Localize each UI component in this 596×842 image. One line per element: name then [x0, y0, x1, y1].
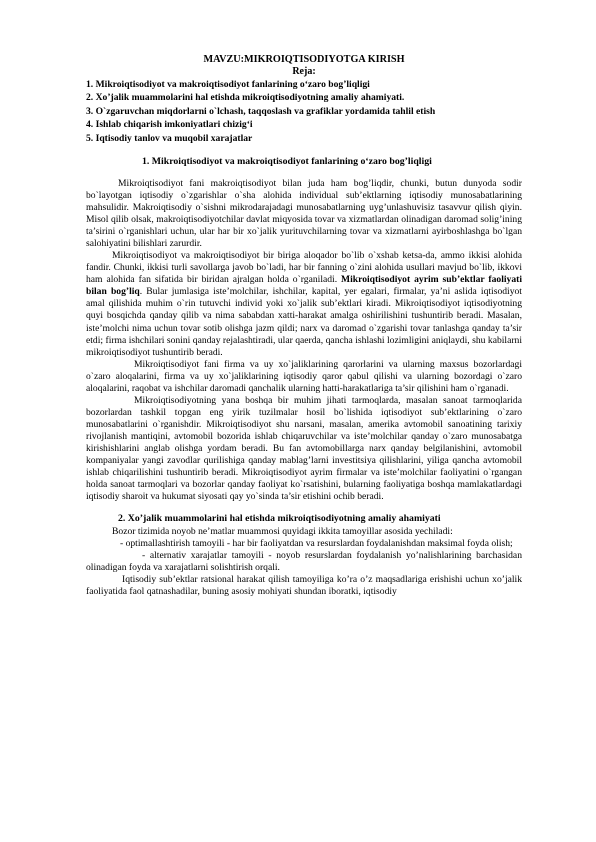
section-1-paragraph-2 [86, 250, 522, 358]
paragraph-text: Mikroiqtisodiyot va makroiqtisodiyot bir biriga aloqador bo`lib o`xshab ketsa-da, ammo ikkisi alohida fandir. Chunki, ikkisi turli savollarga javob bo`ladi, har bir fanning o`zini alohida usullari mavjud bo`lib, ikkovi ham alohida fan sifatida bir biridan ajralgan holda o`rganiladi. [86, 250, 522, 286]
plan-list [86, 79, 522, 146]
section-2-paragraph-1: Bozor tizimida noyob ne’matlar muammosi quyidagi ikkita tamoyillar asosida yechiladi: [112, 526, 453, 538]
plan-item: 3. O`zgaruvchan miqdorlarni o`lchash, taqqoslash va grafiklar yordamida tahlil etish [86, 105, 436, 117]
plan-item: 5. Iqtisodiy tanlov va muqobil xarajatlar [86, 132, 253, 144]
section-2-paragraph-3: - alternativ xarajatlar tamoyili - noyob resurslardan foydalanish yo’nalishlarining barchasidan olinadigan foyda va xarajatlarni solishtirish orqali. [86, 550, 522, 574]
section-1-paragraph-4: Mikroiqtisodiyotning yana boshqa bir muhim jihati tarmoqlarda, masalan sanoat tarmoqlarida bozorlardan tashkil topgan eng yirik tuzilmalar hosil bo`lishida iqtisodiyot sub’ektlarining o`zaro munosabatlarini o`rganishdir. Mikroiqtisodiyot shu narsani, masalan, amerika avtomobil sanoatining tarixiy rivojlanish mantiqini, avtomobil bozorida ishlab chiqaruvchilar va iste’molchilar qanday o`zaro munosabatga kirishishlarini anglab olishga yordam beradi. Bu fan avtomobillarga narx qanday belgilanishini, avtomobil kompaniyalar yangi zavodlar qurilishiga qanday mablag’larni investitsiya qilishlarini, yiliga qancha avtomobil ishlab chiqarilishini tushuntirib beradi. Mikroiqtisodiyot ayrim firmalar va iste’molchilar faoliyatini o`rgangan holda sanoat tarmoqlari va bozorlar qanday faoliyat ko`rsatishini, bularning faoliyatiga boshqa mamlakatlardagi iqtisodiy sharoit va hukumat siyosati qay yo`sinda ta’sir etishini ochib beradi. [86, 394, 522, 503]
section-1-heading: 1. Mikroiqtisodiyot va makroiqtisodiyot fanlarining o‘zaro bog’liqligi [142, 155, 432, 167]
document-page [86, 54, 522, 599]
plan-item: 1. Mikroiqtisodiyot va makroiqtisodiyot fanlarining o‘zaro bog’liqligi [86, 79, 370, 90]
plan-item: 4. Ishlab chiqarish imkoniyatlari chizig‘i [86, 119, 253, 131]
document-title: MAVZU:MIKROIQTISODIYOTGA KIRISH [203, 54, 405, 65]
section-2-heading: 2. Xo’jalik muammolarini hal etishda mikroiqtisodiyotning amaliy ahamiyati [118, 513, 441, 525]
bold-definition: Mikroiqtisodiyot ayrim sub’ektlar faoliyati bilan bog’liq [86, 274, 522, 298]
plan-heading: Reja: [292, 66, 316, 77]
paragraph-text: . Bular jumlasiga iste’molchilar, ishchilar, kapital, yer egalari, firmalar, ya’ni aslida iqtisodiyot amal qilishida muhim o`rin tutuvchi individ yoki xo`jalik sub’ektlari kiradi. Mikroiqtisodiyot iqtisodiyotning quyi bosqichda qanday qilib va nima sababdan xatti-harakat amalga oshirilishini tushuntirib beradi. Masalan, iste’molchi nima uchun tovar sotib olishga jazm qildi; narx va daromad o`zgarishi tovar tanlashga qanday ta’sir etdi; firma ishchilari sonini qanday rejalashtiradi, ular qaerda, qancha ishlashi lozimligini aniqlaydi, shu kabilarni mikroiqtisodiyot tushuntirib beradi. [86, 286, 522, 358]
plan-item: 2. Xo’jalik muammolarini hal etishda mikroiqtisodiyotning amaliy ahamiyati. [86, 92, 405, 104]
section-2-paragraph-2: - optimallashtirish tamoyili - har bir faoliyatdan va resurslardan foydalanishdan maksimal foyda olish; [120, 538, 513, 550]
section-2-paragraph-4: Iqtisodiy sub’ektlar ratsional harakat qilish tamoyiliga ko’ra o’z maqsadlariga erishishi uchun xo’jalik faoliyatida faol qatnashadilar, buning asosiy mohiyati shundan iboratki, iqtisodiy [86, 574, 522, 598]
section-1-paragraph-1: Mikroiqtisodiyot fani makroiqtisodiyot bilan juda ham bog’liqdir, chunki, butun dunyoda sodir bo`layotgan iqtisodiy o`zgarishlar o`sha alohida individual sub’ektlarning iqtisodiy munosabatlarining mahsulidir. Makroiqtisodiy o`sishni mikrodarajadagi munosabatlarning uyg’unlashuvisiz tasavvur qilish qiyin. Misol qilib olsak, makroiqtisodiyotchilar davlat miqyosida tovar va xizmatlardan olinadigan daromad solig’ining ta’sirini o`rganishlari uchun, ular har bir xo`jalik yurituvchilarning tovar va xizmatlarni ayirboshlashga bo`lgan salohiyatini bilishlari zarurdir. [86, 177, 522, 250]
section-1-paragraph-3: Mikroiqtisodiyot fani firma va uy xo`jaliklarining qarorlarini va ularning maxsus bozorlardagi o`zaro aloqalarini, firma va uy xo`jaliklarining iqtisodiy qaror qabul qilishi va ularning bozordagi o`zaro aloqalarini, raqobat va ishchilar daromadi qanchalik ularning hatti-harakatlariga ta’sir qilishini ham o`rganadi. [86, 358, 522, 394]
